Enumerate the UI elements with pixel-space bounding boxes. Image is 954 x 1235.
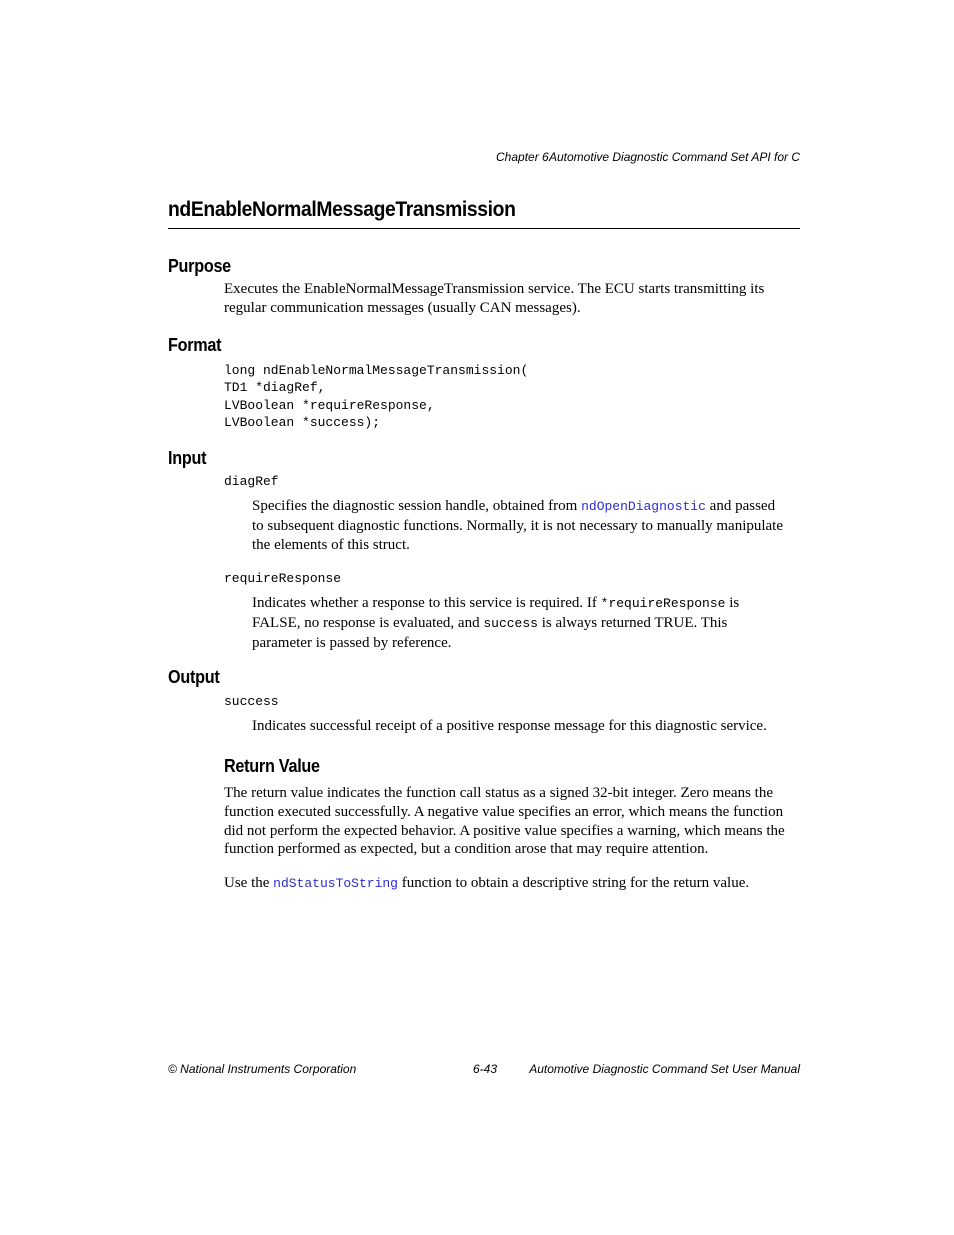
header-chapter-title: Automotive Diagnostic Command Set API for C [549,150,800,164]
return-line: did not perform the expected behavior. A positive value specifies a warning, which means the [224,822,785,839]
description-line [252,614,739,634]
text-run: Specifies the diagnostic session handle, obtained from [252,498,582,514]
success-code: success [483,615,538,631]
ndopendiagnostic-link[interactable]: ndOpenDiagnostic [581,499,706,514]
param-diagref-name: diagRef [224,474,279,489]
text-run: and passed [705,498,776,514]
return-line: function performed as expected, but a condition arose that may require attention. [224,841,709,858]
header-chapter: Chapter 6 [496,150,549,164]
text-run: Indicates whether a response to this service is required. If [252,595,601,611]
code-line: TD1 *diagRef, [224,380,326,396]
text-run: is always returned TRUE. This [537,614,728,631]
usage-line [224,874,749,894]
description-line: to subsequent diagnostic functions. Normally, it is not necessary to manually manipulate [252,517,784,534]
code-line: LVBoolean *requireResponse, [224,397,435,413]
return-line: function executed successfully. A negative value specifies an error, which means the function [224,803,784,820]
description-line: Indicates successful receipt of a positive response message for this diagnostic service. [252,718,767,734]
text-run: function to obtain a descriptive string for the return value. [397,875,750,891]
title-rule [168,228,800,229]
page-title: ndEnableNormalMessageTransmission [168,198,516,221]
purpose-text [224,280,764,318]
return-value-text [224,784,785,859]
return-value-heading: Return Value [224,756,320,776]
code-line: long ndEnableNormalMessageTransmission( [224,363,529,378]
format-code-block [224,362,528,431]
param-requireresponse-name: requireResponse [224,571,342,586]
footer-copyright: © National Instruments Corporation [168,1062,357,1076]
param-requireresponse-description [252,594,739,652]
return-value-usage [224,874,749,894]
description-line [252,497,783,517]
requireresponse-code: *requireResponse [600,596,726,611]
format-heading: Format [168,335,222,355]
purpose-heading: Purpose [168,256,231,276]
footer-manual-title: Automotive Diagnostic Command Set User Manual [529,1062,800,1076]
input-heading: Input [168,448,207,468]
purpose-line: regular communication messages (usually CAN messages). [224,299,581,316]
output-heading: Output [168,667,220,687]
text-run: Use the [224,875,274,891]
return-line: The return value indicates the function call status as a signed 32-bit integer. Zero means the [224,785,773,801]
param-success-description [252,717,767,736]
text-run: is [725,595,740,611]
footer-page-number: 6-43 [473,1062,498,1076]
description-line: the elements of this struct. [252,536,410,553]
code-line: LVBoolean *success); [224,414,381,430]
ndstatustostring-link[interactable]: ndStatusToString [273,876,398,891]
description-line: parameter is passed by reference. [252,634,452,651]
param-diagref-description [252,497,783,554]
param-success-name: success [224,694,279,709]
purpose-line: Executes the EnableNormalMessageTransmission service. The ECU starts transmitting its [224,281,765,297]
text-run: FALSE, no response is evaluated, and [252,614,484,631]
description-line [252,594,739,614]
